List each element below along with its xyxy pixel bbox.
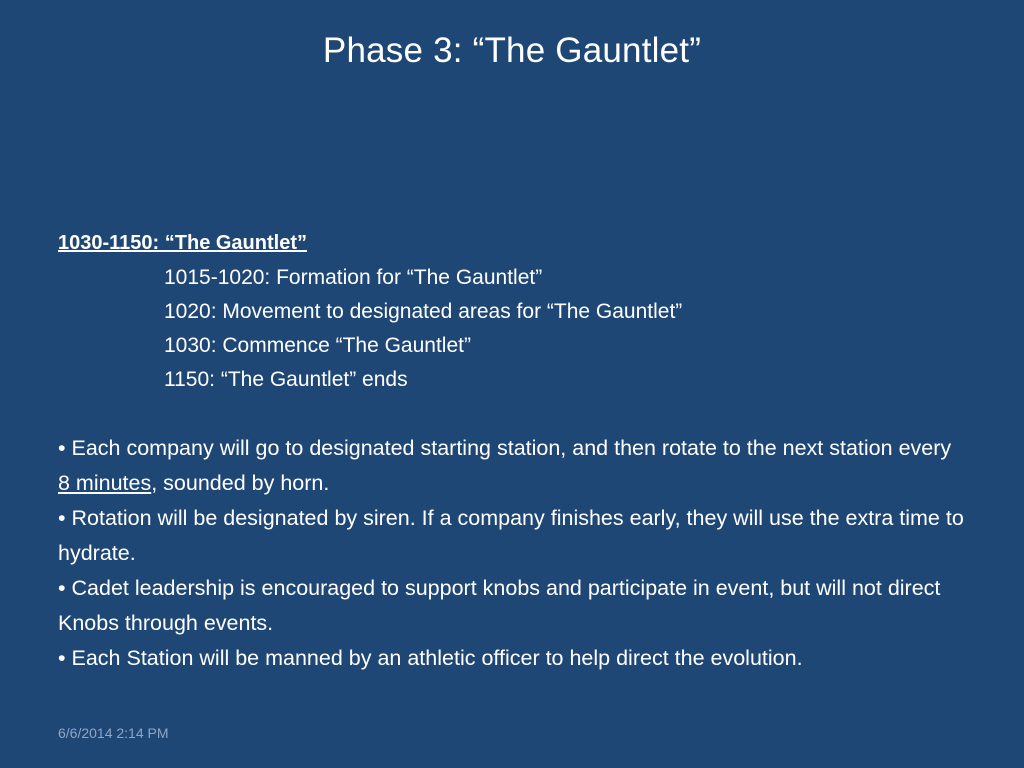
- list-item: 1015-1020: Formation for “The Gauntlet”: [164, 266, 543, 289]
- list-item: [58, 431, 968, 501]
- bullet-text-pre: • Each company will go to designated starting station, and then rotate to the next station every: [58, 436, 952, 461]
- bullet-text-pre: • Each Station will be manned by an athletic officer to help direct the evolution.: [58, 646, 803, 671]
- bullet-text-pre: • Rotation will be designated by siren. If a company finishes early, they will use the extra time to hydrate.: [58, 506, 964, 566]
- spacer: [58, 397, 968, 431]
- bullet-text-post: , sounded by horn.: [151, 471, 330, 496]
- slide-body: [58, 228, 968, 676]
- list-item: [58, 501, 968, 571]
- bullet-list: [58, 431, 968, 676]
- footer-timestamp: 6/6/2014 2:14 PM: [58, 725, 169, 741]
- schedule-list: [58, 261, 968, 397]
- bullet-text-underline: 8 minutes: [58, 471, 152, 496]
- list-item: 1150: “The Gauntlet” ends: [164, 368, 408, 392]
- list-item: [58, 571, 968, 641]
- list-item: [58, 641, 968, 676]
- bullet-text-pre: • Cadet leadership is encouraged to support knobs and participate in event, but will not direct Knobs through events.: [58, 576, 941, 636]
- page-title: Phase 3: “The Gauntlet”: [322, 31, 702, 70]
- list-item: 1030: Commence “The Gauntlet”: [164, 334, 471, 358]
- list-item: 1020: Movement to designated areas for “The Gauntlet”: [164, 300, 683, 324]
- schedule-heading: 1030-1150: “The Gauntlet”: [58, 232, 307, 254]
